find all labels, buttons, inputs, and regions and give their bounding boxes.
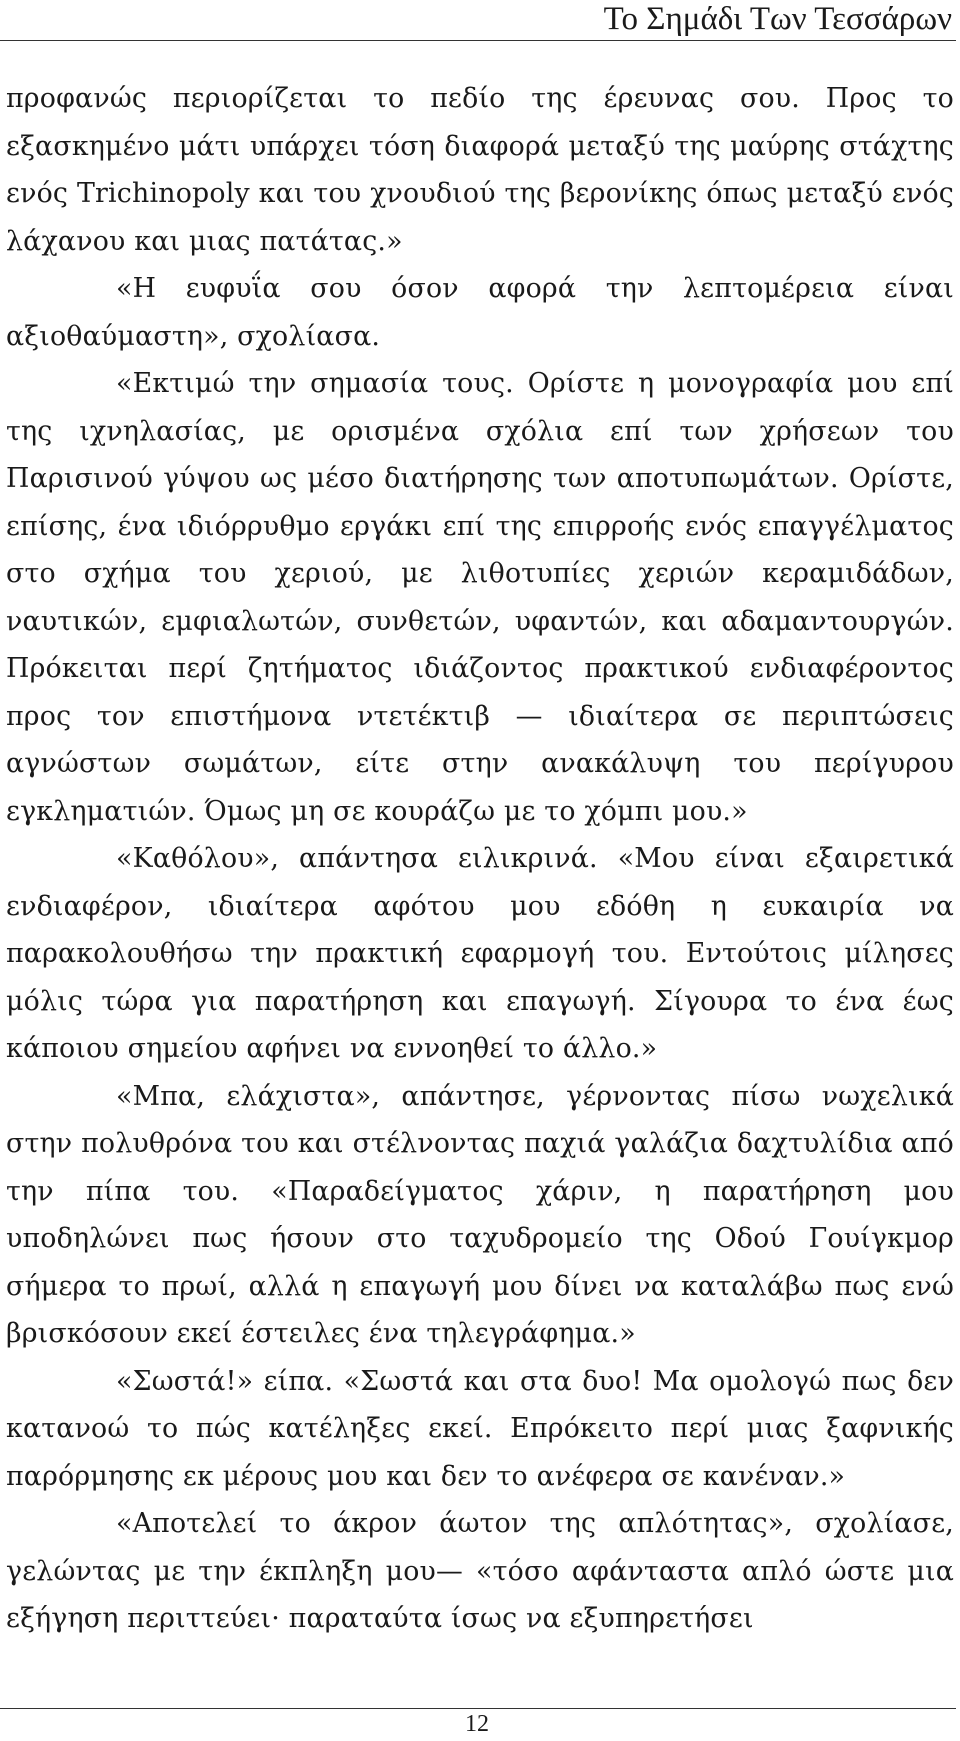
paragraph-1: προφανώς περιορίζεται το πεδίο της έρευνας σου. Προς το εξασκημένο μάτι υπάρχει τόση διαφορά μεταξύ της μαύρης στάχτης ενός Trichinopoly και του χνουδιού της βερονίκης όπως μεταξύ ενός λάχανου και μιας πατάτας.» xyxy=(6,83,954,257)
paragraph-5: «Μπα, ελάχιστα», απάντησε, γέρνοντας πίσω νωχελικά στην πολυθρόνα του και στέλνοντας παχιά γαλάζια δαχτυλίδια από την πίπα του. «Παραδείγματος χάριν, η παρατήρηση μου υποδηλώνει πως ήσουν στο ταχυδρομείο της Οδού Γουίγκμορ σήμερα το πρωί, αλλά η επαγωγή μου δίνει να καταλάβω πως ενώ βρισκόσουν εκεί έστειλες ένα τηλεγράφημα.» xyxy=(6,1080,954,1349)
page-footer xyxy=(0,1708,956,1741)
paragraph-3: «Εκτιμώ την σημασία τους. Ορίστε η μονογραφία μου επί της ιχνηλασίας, με ορισμένα σχόλια επί των χρήσεων του Παρισινού γύψου ως μέσο διατήρησης των αποτυπωμάτων. Ορίστε, επίσης, ένα ιδιόρρυθμο εργάκι επί της επιρροής ενός επαγγέλματος στο σχήμα του χεριού, με λιθοτυπίες χεριών κεραμιδάδων, ναυτικών, εμφιαλωτών, συνθετών, υφαντών, και αδαμαντουργών. Πρόκειται περί ζητήματος ιδιάζοντος πρακτικού ενδιαφέροντος προς τον επιστήμονα ντετέκτιβ — ιδιαίτερα σε περιπτώσεις αγνώστων σωμάτων, είτε στην ανακάλυψη του περίγυρου εγκληματιών. Όμως μη σε κουράζω με το χόμπι μου.» xyxy=(6,368,954,827)
paragraph-7: «Αποτελεί το άκρον άωτον της απλότητας», σχολίασε, γελώντας με την έκπληξη μου— «τόσο αφάνταστα απλό ώστε μια εξήγηση περιττεύει· παραταύτα ίσως να εξυπηρετήσει xyxy=(6,1508,954,1634)
page-number: 12 xyxy=(465,1711,489,1737)
paragraph-4: «Καθόλου», απάντησα ειλικρινά. «Μου είναι εξαιρετικά ενδιαφέρον, ιδιαίτερα αφότου μου εδόθη η ευκαιρία να παρακολουθήσω την πρακτική εφαρμογή του. Εντούτοις μίλησες μόλις τώρα για παρατήρηση και επαγωγή. Σίγουρα το ένα έως κάποιου σημείου αφήνει να εννοηθεί το άλλο.» xyxy=(6,843,954,1064)
paragraph-6: «Σωστά!» είπα. «Σωστά και στα δυο! Μα ομολογώ πως δεν κατανοώ το πώς κατέληξες εκεί. Επρόκειτο περί μιας ξαφνικής παρόρμησης εκ μέρους μου και δεν το ανέφερα σε κανέναν.» xyxy=(6,1365,954,1492)
book-title: Το Σημάδι Των Τεσσάρων xyxy=(603,1,952,37)
page-body xyxy=(6,75,954,1643)
paragraph-2: «Η ευφυΐα σου όσον αφορά την λεπτομέρεια είναι αξιοθαύμαστη», σχολίασα. xyxy=(6,273,954,352)
running-header xyxy=(0,0,956,41)
